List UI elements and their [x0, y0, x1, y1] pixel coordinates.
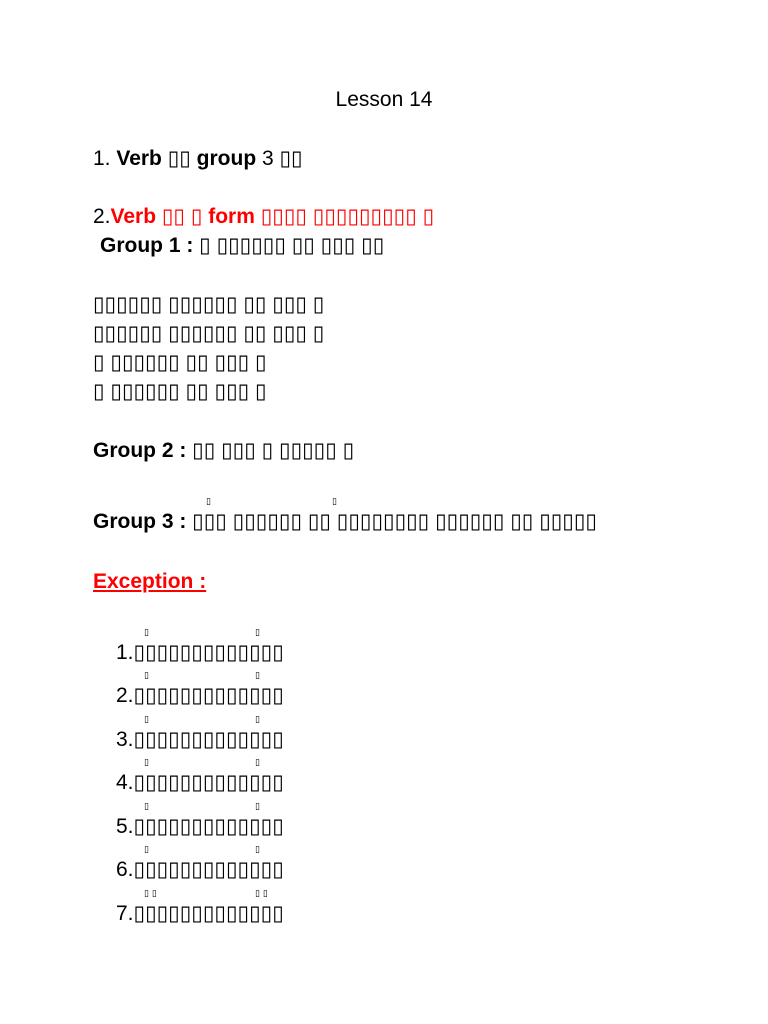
group-1-text: ▯ ▯▯▯▯▯▯ ▯▯ ▯▯▯ ▯▯ — [199, 234, 385, 257]
page-title: Lesson 14 — [335, 88, 433, 111]
exception-5-ruby-2: ▯ — [255, 802, 260, 812]
group-1-example-3: ▯ ▯▯▯▯▯▯ ▯▯ ▯▯▯ ▯ — [93, 351, 267, 374]
group-1-example-4: ▯ ▯▯▯▯▯▯ ▯▯ ▯▯▯ ▯ — [93, 380, 267, 403]
list-item — [116, 727, 284, 753]
group-1-example-1: ▯▯▯▯▯▯ ▯▯▯▯▯▯ ▯▯ ▯▯▯ ▯ — [93, 293, 325, 316]
list-item — [116, 683, 284, 709]
list-item-number: 6. — [116, 858, 134, 881]
list-item-number: 4. — [116, 771, 134, 794]
group-2-label: Group 2 : — [93, 439, 193, 462]
item-2-text: Verb ▯▯ ▯ form ▯▯▯▯ ▯▯▯▯▯▯▯▯▯ ▯ — [110, 205, 435, 228]
exception-6-ruby-2: ▯ — [255, 845, 260, 855]
list-item — [116, 640, 284, 666]
exception-1-ruby-2: ▯ — [255, 628, 260, 638]
item-1-group: group — [196, 147, 257, 170]
exception-4-ruby-1: ▯ — [144, 758, 149, 768]
group-2-text: ▯▯ ▯▯▯ ▯ ▯▯▯▯▯ ▯ — [192, 439, 355, 462]
item-1 — [93, 146, 303, 172]
group-3-ruby-1: ▯ — [206, 497, 211, 507]
exception-7-ruby-1: ▯ ▯ — [144, 889, 157, 899]
item-1-number: 1. — [93, 147, 117, 170]
exception-7-ruby-2: ▯ ▯ — [255, 889, 268, 899]
list-item-number: 7. — [116, 902, 134, 925]
exception-2-ruby-1: ▯ — [144, 671, 149, 681]
list-item-text: ▯▯▯▯▯▯▯▯▯▯▯▯▯ — [133, 641, 284, 664]
list-item-number: 5. — [116, 815, 134, 838]
list-item-text: ▯▯▯▯▯▯▯▯▯▯▯▯▯ — [133, 902, 284, 925]
list-item-text: ▯▯▯▯▯▯▯▯▯▯▯▯▯ — [133, 684, 284, 707]
list-item — [116, 901, 284, 927]
exception-3-ruby-1: ▯ — [144, 715, 149, 725]
group-3-label: Group 3 : — [93, 510, 193, 533]
exception-4-ruby-2: ▯ — [255, 758, 260, 768]
item-2 — [93, 204, 434, 230]
item-1-text-a: ▯▯ — [161, 147, 197, 170]
list-item-text: ▯▯▯▯▯▯▯▯▯▯▯▯▯ — [133, 728, 284, 751]
exception-1-ruby-1: ▯ — [144, 628, 149, 638]
item-2-number: 2. — [93, 205, 111, 228]
exception-5-ruby-1: ▯ — [144, 802, 149, 812]
list-item — [116, 770, 284, 796]
exception-2-ruby-2: ▯ — [255, 671, 260, 681]
item-1-verb: Verb — [116, 147, 162, 170]
list-item-text: ▯▯▯▯▯▯▯▯▯▯▯▯▯ — [133, 771, 284, 794]
exception-3-ruby-2: ▯ — [255, 715, 260, 725]
list-item-number: 3. — [116, 728, 134, 751]
group-1-heading — [100, 233, 384, 259]
group-3-ruby-2: ▯ — [332, 497, 337, 507]
list-item-number: 2. — [116, 684, 134, 707]
list-item-number: 1. — [116, 641, 134, 664]
group-1-example-2: ▯▯▯▯▯▯ ▯▯▯▯▯▯ ▯▯ ▯▯▯ ▯ — [93, 322, 325, 345]
list-item-text: ▯▯▯▯▯▯▯▯▯▯▯▯▯ — [133, 858, 284, 881]
exception-heading: Exception : — [93, 570, 207, 593]
list-item-text: ▯▯▯▯▯▯▯▯▯▯▯▯▯ — [133, 815, 284, 838]
item-1-text-b: 3 ▯▯ — [256, 147, 303, 170]
group-1-label: Group 1 : — [100, 234, 200, 257]
group-3-text: ▯▯▯ ▯▯▯▯▯▯ ▯▯ ▯▯▯▯▯▯▯▯ ▯▯▯▯▯▯ ▯▯ ▯▯▯▯▯ — [192, 510, 597, 533]
group-3-line — [93, 509, 597, 535]
list-item — [116, 857, 284, 883]
group-2-line — [93, 438, 354, 464]
list-item — [116, 814, 284, 840]
exception-6-ruby-1: ▯ — [144, 845, 149, 855]
